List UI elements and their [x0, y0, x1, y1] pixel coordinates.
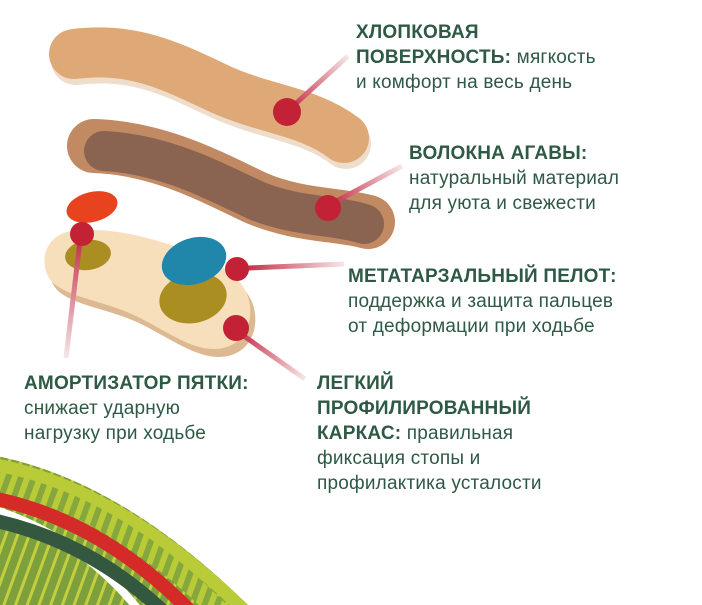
callout-cotton-line1 — [356, 20, 596, 45]
marker-agave — [315, 195, 341, 221]
callout-metatarsal-line2 — [348, 289, 617, 314]
connector-metatarsal — [248, 264, 344, 268]
callout-frame-title1: ЛЕГКИЙ — [317, 373, 394, 394]
callout-frame-desc2: фиксация стопы и — [317, 448, 481, 469]
callout-cotton-desc2: и комфорт на весь день — [356, 72, 573, 93]
callout-agave — [409, 141, 619, 216]
callout-frame-line3 — [317, 421, 542, 446]
callout-frame-line5 — [317, 471, 542, 496]
heel-pad-orange — [63, 186, 121, 228]
connector-frame — [241, 334, 305, 379]
marker-cotton — [273, 98, 301, 126]
callout-heel-desc2: нагрузку при ходьбе — [24, 423, 207, 444]
callout-agave-desc1: натуральный материал — [409, 168, 620, 189]
wave-decoration — [0, 455, 258, 605]
callout-heel-title: АМОРТИЗАТОР ПЯТКИ: — [24, 373, 249, 394]
callout-frame-line4 — [317, 446, 542, 471]
callout-agave-line1 — [409, 141, 619, 166]
callout-cotton-title1: ХЛОПКОВАЯ — [356, 22, 479, 43]
callout-frame-title2: ПРОФИЛИРОВАННЫЙ — [317, 398, 532, 419]
callout-metatarsal-line3 — [348, 314, 617, 339]
marker-metatarsal — [225, 257, 249, 281]
marker-heel — [70, 222, 94, 246]
callout-heel-line3 — [24, 421, 249, 446]
callout-frame-desc3: профилактика усталости — [317, 473, 542, 494]
callout-frame-desc1: правильная — [401, 423, 514, 444]
marker-frame — [223, 315, 249, 341]
callout-heel-line2 — [24, 396, 249, 421]
callout-agave-line3 — [409, 191, 619, 216]
callout-cotton-desc1: мягкость — [511, 47, 596, 68]
callout-heel-line1 — [24, 371, 249, 396]
callout-heel-desc1: снижает ударную — [24, 398, 181, 419]
callout-metatarsal-desc1: поддержка и защита пальцев — [348, 291, 614, 312]
callout-frame — [317, 371, 542, 496]
callout-heel — [24, 371, 249, 446]
callout-frame-line1 — [317, 371, 542, 396]
callout-metatarsal — [348, 264, 617, 339]
callout-cotton — [356, 20, 596, 95]
callout-agave-desc2: для уюта и свежести — [409, 193, 596, 214]
callout-metatarsal-title: МЕТАТАРЗАЛЬНЫЙ ПЕЛОТ: — [348, 266, 617, 287]
callout-metatarsal-line1 — [348, 264, 617, 289]
callout-agave-line2 — [409, 166, 619, 191]
callout-cotton-line2 — [356, 45, 596, 70]
callout-cotton-title2: ПОВЕРХНОСТЬ: — [356, 47, 512, 68]
callout-metatarsal-desc2: от деформации при ходьбе — [348, 316, 595, 337]
callout-frame-line2 — [317, 396, 542, 421]
callout-cotton-line3 — [356, 70, 596, 95]
callout-agave-title: ВОЛОКНА АГАВЫ: — [409, 143, 588, 164]
callout-frame-title3: КАРКАС: — [317, 423, 402, 444]
